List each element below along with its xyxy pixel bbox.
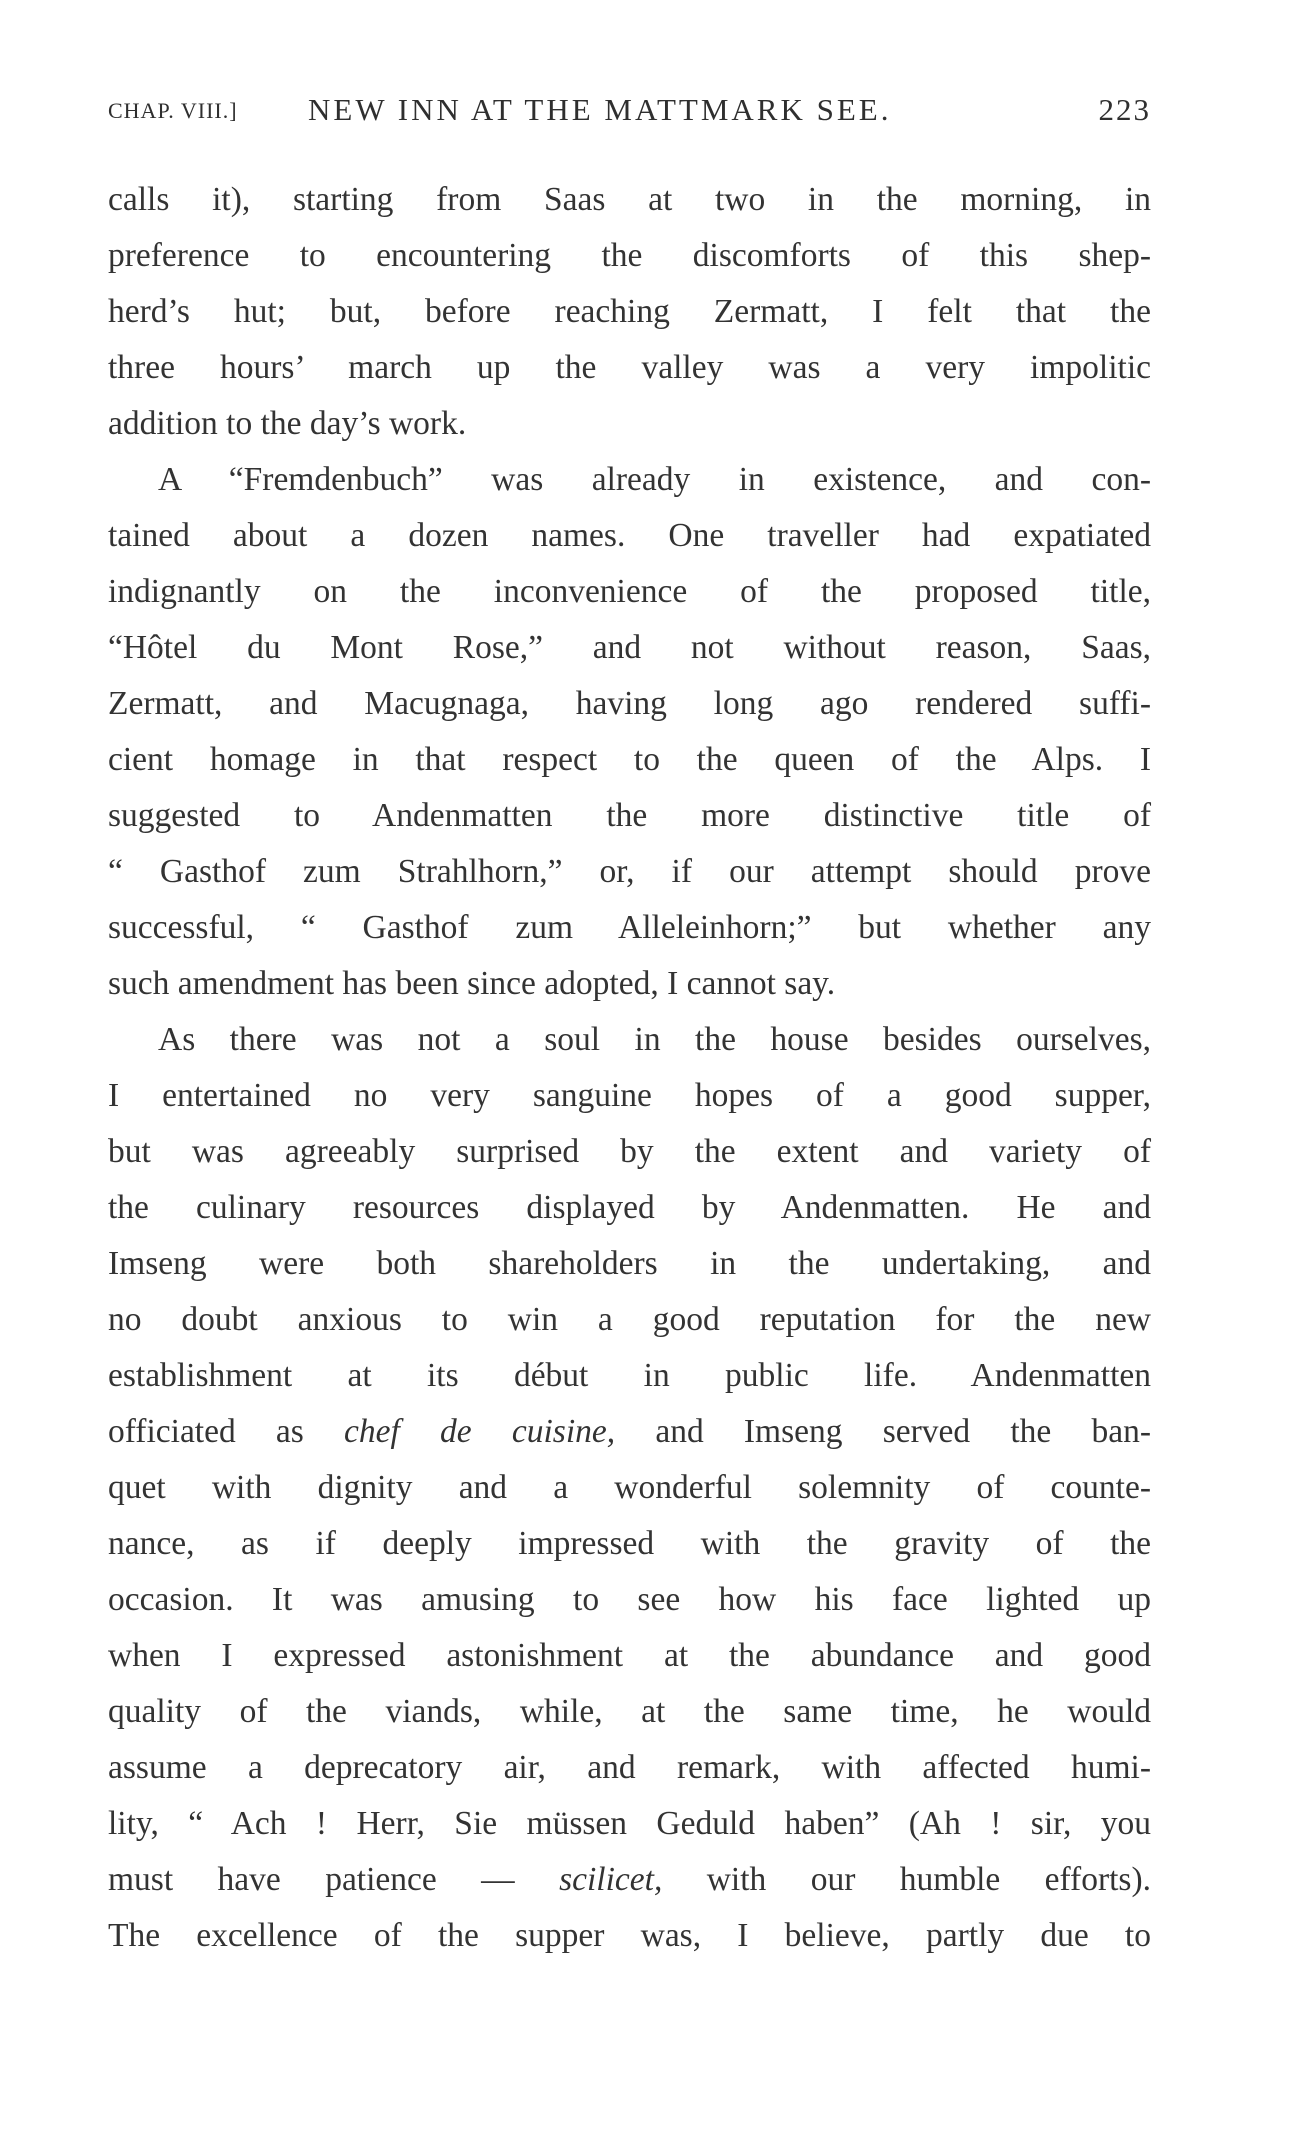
text-line: quality of the viands, while, at the same time, he would (108, 1693, 1151, 1730)
text-line: establishment at its début in public life. Andenmatten (108, 1357, 1151, 1394)
text-line: the culinary resources displayed by Andenmatten. He and (108, 1189, 1151, 1226)
text-line: but was agreeably surprised by the extent and variety of (108, 1133, 1151, 1170)
text-line: herd’s hut; but, before reaching Zermatt, I felt that the (108, 293, 1151, 330)
running-head (108, 92, 1151, 136)
text-line: such amendment has been since adopted, I cannot say. (108, 965, 836, 1002)
line-text: with our humble efforts). (662, 1861, 1151, 1898)
line-text: and Imseng served the ban- (615, 1413, 1151, 1450)
page-title: NEW INN AT THE MATTMARK SEE. (308, 92, 892, 127)
text-line: calls it), starting from Saas at two in the morning, in (108, 181, 1151, 218)
text-line (108, 1852, 1151, 1908)
text-line: occasion. It was amusing to see how his face lighted up (108, 1581, 1151, 1618)
text-line: assume a deprecatory air, and remark, with affected humi- (108, 1749, 1151, 1786)
text-line: I entertained no very sanguine hopes of a good supper, (108, 1077, 1151, 1114)
text-line: Zermatt, and Macugnaga, having long ago rendered suffi- (108, 685, 1151, 722)
italic-phrase: chef de cuisine, (344, 1413, 616, 1450)
chapter-label: CHAP. VIII.] (108, 98, 238, 123)
text-line: cient homage in that respect to the queen of the Alps. I (108, 741, 1151, 778)
text-line: lity, “ Ach ! Herr, Sie müssen Geduld haben” (Ah ! sir, you (108, 1805, 1151, 1842)
text-line: suggested to Andenmatten the more distinctive title of (108, 797, 1151, 834)
text-line: when I expressed astonishment at the abundance and good (108, 1637, 1151, 1674)
text-line: The excellence of the supper was, I believe, partly due to (108, 1917, 1151, 1954)
line-text: must have patience — (108, 1861, 560, 1898)
text-line: three hours’ march up the valley was a very impolitic (108, 349, 1151, 386)
text-line: Imseng were both shareholders in the undertaking, and (108, 1245, 1151, 1282)
text-line: tained about a dozen names. One traveller had expatiated (108, 517, 1151, 554)
page-number: 223 (1098, 92, 1151, 127)
text-line: quet with dignity and a wonderful solemnity of counte- (108, 1469, 1151, 1506)
text-line: “Hôtel du Mont Rose,” and not without reason, Saas, (108, 629, 1151, 666)
text-line: no doubt anxious to win a good reputation for the new (108, 1301, 1151, 1338)
text-line: As there was not a soul in the house besides ourselves, (158, 1021, 1151, 1058)
italic-phrase: scilicet, (559, 1861, 663, 1898)
text-line (108, 1404, 1151, 1460)
text-line: successful, “ Gasthof zum Alleleinhorn;” but whether any (108, 909, 1151, 946)
text-line: preference to encountering the discomforts of this shep- (108, 237, 1151, 274)
text-line: indignantly on the inconvenience of the proposed title, (108, 573, 1151, 610)
text-line: addition to the day’s work. (108, 405, 467, 442)
text-line: A “Fremdenbuch” was already in existence, and con- (158, 461, 1151, 498)
text-line: nance, as if deeply impressed with the gravity of the (108, 1525, 1151, 1562)
text-line: “ Gasthof zum Strahlhorn,” or, if our attempt should prove (108, 853, 1151, 890)
line-text: officiated as (108, 1413, 345, 1450)
body-text (108, 172, 1151, 1964)
